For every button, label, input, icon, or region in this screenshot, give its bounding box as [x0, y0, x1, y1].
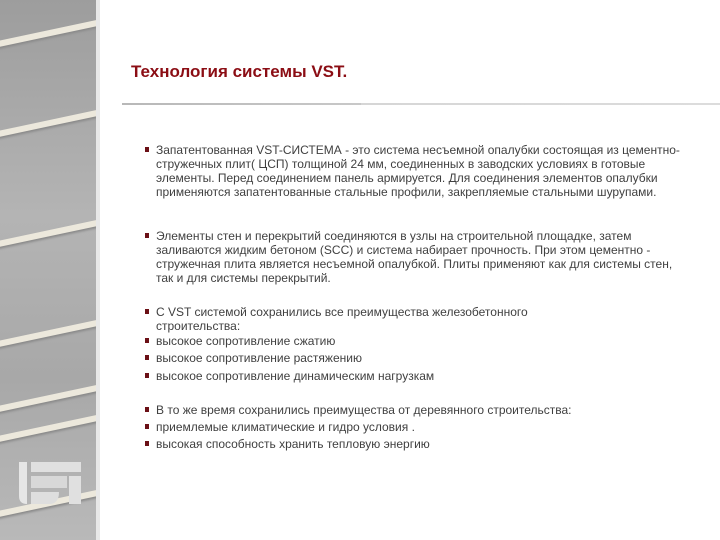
- bullet-item: Элементы стен и перекрытий соединяются в узлы на строительной площадке, затем заливаются жидким бетоном (SCC) и система набирает прочность. При этом цементно - стружечная плита является несъемной опалубкой. Плиты применяют как для системы стен, так и для системы перекрытий.: [145, 229, 685, 285]
- bullet-icon: [145, 407, 149, 412]
- bullet-item: высокая способность хранить тепловую энергию: [145, 437, 685, 451]
- bullet-icon: [145, 147, 149, 152]
- bullet-icon: [145, 424, 149, 429]
- bullet-item: высокое сопротивление сжатию: [145, 334, 685, 348]
- background-photo: [0, 0, 100, 540]
- bullet-icon: [145, 233, 149, 238]
- bullet-icon: [145, 338, 149, 343]
- bullet-icon: [145, 309, 149, 314]
- title-divider: [122, 103, 720, 105]
- bullet-icon: [145, 441, 149, 446]
- slide-title: Технология системы VST.: [131, 62, 348, 81]
- bullet-icon: [145, 373, 149, 378]
- bullet-item: Запатентованная VST-СИСТЕМА - это система несъемной опалубки состоящая из цементно-стружечных плит( ЦСП) толщиной 24 мм, соединенных в заводских условиях в готовые элементы. Перед соединением панель армируется. Для соединения элементов опалубки применяются запатентованные стальные профили, закрепляемые стальными шурупами.: [145, 143, 685, 199]
- bullet-item: В то же время сохранились преимущества от деревянного строительства:: [145, 403, 685, 417]
- bullet-item: приемлемые климатические и гидро условия .: [145, 420, 685, 434]
- bullet-item: высокое сопротивление растяжению: [145, 351, 685, 365]
- bullet-item: высокое сопротивление динамическим нагрузкам: [145, 369, 685, 383]
- bullet-item: С VST системой сохранились все преимущества железобетонного строительства:: [145, 305, 685, 333]
- company-logo: [19, 462, 81, 504]
- bullet-icon: [145, 355, 149, 360]
